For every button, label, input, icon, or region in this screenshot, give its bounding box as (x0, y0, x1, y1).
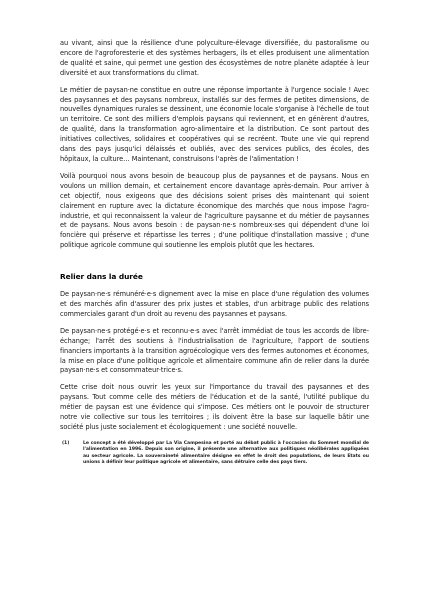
paragraph-million-farmers: Voilà pourquoi nous avons besoin de beaucoup plus de paysannes et de paysans. Nous en voulons un million demain, et certainement encore davantage après-demain. Pour arriver à cet objectif, nous exigeons que des décisions soient prises dès maintenant qui soient clairement en rupture avec la dictature économique des marchés que nous impose l'agro-industrie, et qui reconnaissent la valeur de l'agriculture paysanne et du métier de paysannes et de paysans. Nous avons besoin : de paysan·ne·s nombreux·ses qui dépendent d'une loi foncière qui préserve et répartisse les terres ; d'une politique d'installation massive ; d'une politique agricole commune qui soutienne les emplois plutôt que les hectares. (60, 171, 369, 250)
paragraph-social-urgency: Le métier de paysan·ne constitue en outre une réponse importante à l'urgence sociale ! Avec des paysannes et des paysans nombreux, installés sur des fermes de petites dimensions, de nouvelles dynamiques rurales se dessinent, une économie locale s'organise à l'échelle de tout un territoire. Ce sont des milliers d'emplois paysans qui reviennent, et en génèrent d'autres, de qualité, dans la transformation agro-alimentaire et la distribution. Ce sont partout des initiatives collectives, solidaires et coopératives qui se recréent. Toute une vie qui reprend dans des pays jusqu'ici délaissés et oubliés, avec des services publics, des écoles, des hôpitaux, la culture… Maintenant, construisons l'après de l'alimentation ! (60, 85, 369, 163)
paragraph-crisis: Cette crise doit nous ouvrir les yeux sur l'importance du travail des paysannes et des paysans. Tout comme celle des métiers de l'éducation et de la santé, l'utilité publique du métier de paysan est une évidence qui s'impose. Ces métiers ont le pouvoir de structurer notre vie collective sur tous les territoires ; ils doivent être la base sur laquelle bâtir une société plus juste socialement et écologiquement : une société nouvelle. (60, 383, 369, 431)
section-title: Relier dans la durée (60, 272, 143, 282)
footnote-marker: (1) (62, 440, 70, 446)
paragraph-agroecology: au vivant, ainsi que la résilience d'une polyculture-élevage diversifiée, du pastoralisme ou encore de l'agroforesterie et des systèmes herbagers, ils et elles produisent une alimentation de qualité et saine, qui permet une gestion des écosystèmes de notre planète adaptée à leur diversité et aux transformations du climat. (60, 39, 369, 77)
paragraph-protection: De paysan·ne·s protégé·e·s et reconnu·e·s avec l'arrêt immédiat de tous les accords de libre-échange; l'arrêt des soutiens à l'industrialisation de l'agriculture, l'apport de soutiens financiers importants à la transition agroécologique vers des fermes autonomes et économes, la mise en place d'une politique agricole et alimentaire commune afin de relier dans la durée paysan·ne·s et consommateur·trice·s. (60, 326, 369, 375)
footnote-text: Le concept a été développé par La Via Campesina et porté au débat public à l'occasion du Sommet mondial de l'alimentation en 1996. Depuis son origine, il présente une alternative aux politiques néolibérales appliquées au secteur agricole. La souveraineté alimentaire désigne en effet le droit des populations, de leurs Etats ou unions à définir leur politique agricole et alimentaire, sans détruire celle des pays tiers. (83, 440, 369, 465)
paragraph-fair-pay: De paysan·ne·s rémunéré·e·s dignement avec la mise en place d'une régulation des volumes et des marchés afin d'assurer des prix justes et stables, d'un arbitrage public des relations commerciales garant d'un droit au revenu des paysannes et paysans. (60, 290, 369, 318)
page-content (60, 39, 369, 466)
footnote (60, 441, 369, 466)
